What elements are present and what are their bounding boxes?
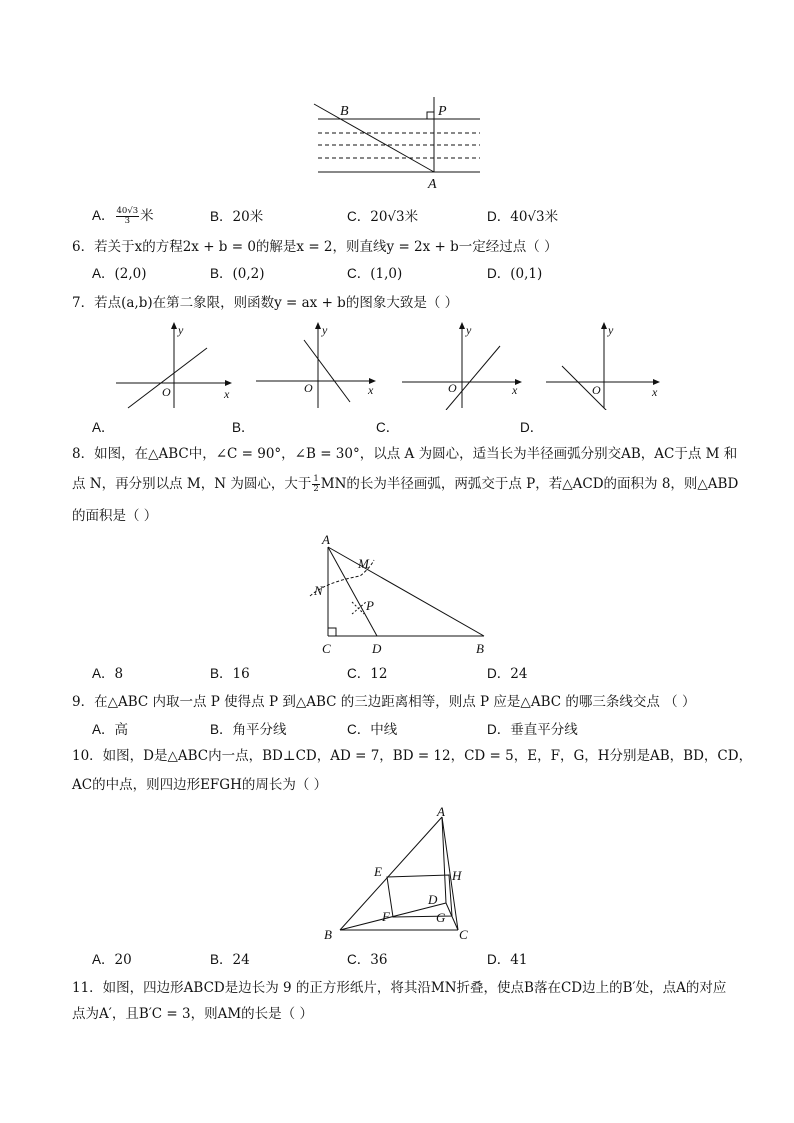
svg-text:D: D (428, 892, 438, 907)
svg-text:A: A (322, 532, 330, 547)
question-9-text: 9．在△ABC 内取一点 P 使得点 P 到△ABC 的三边距离相等，则点 P 应是△ABC 的哪三条线交点 （ ） (72, 694, 696, 710)
svg-text:E: E (374, 864, 382, 879)
svg-text:B: B (476, 641, 484, 656)
q7-option-a[interactable]: A． (92, 420, 115, 435)
question-6-text: 6．若关于x的方程2x + b = 0的解是x = 2，则直线y = 2x + b一定经过点（ ） (72, 239, 558, 255)
question-7-text: 7．若点(a,b)在第二象限，则函数y = ax + b的图象大致是（ ） (72, 295, 459, 311)
svg-text:B: B (324, 927, 332, 942)
q7-option-c[interactable]: C． (376, 420, 400, 435)
svg-text:y: y (608, 323, 614, 337)
q10-figure (318, 800, 478, 945)
q8-option-c[interactable]: C．12 (347, 666, 388, 682)
question-11-line-2: 点为A′，且B′C = 3，则AM的长是（ ） (72, 1006, 313, 1022)
q10-option-b[interactable]: B．24 (210, 952, 250, 968)
question-10-line-2: AC的中点，则四边形EFGH的周长为（ ） (72, 777, 328, 793)
label-P: P (438, 104, 447, 119)
svg-text:C: C (459, 927, 468, 942)
q8-option-d[interactable]: D．24 (487, 666, 528, 682)
svg-text:D: D (372, 641, 382, 656)
svg-text:O: O (592, 383, 601, 397)
q7-option-b[interactable]: B． (232, 420, 255, 435)
svg-text:O: O (162, 385, 171, 399)
q8-option-a[interactable]: A．8 (92, 666, 124, 682)
svg-text:O: O (448, 381, 457, 395)
svg-text:y: y (178, 323, 184, 337)
question-11-line-1: 11．如图，四边形ABCD是边长为 9 的正方形纸片，将其沿MN折叠，使点B落在CD边上的B′处，点A的对应 (72, 980, 727, 996)
svg-text:P: P (366, 598, 374, 613)
q5-option-d[interactable]: D．40√3米 (487, 209, 559, 225)
q6-option-a[interactable]: A．(2,0) (92, 266, 147, 282)
q7-graph-c (398, 320, 528, 410)
fraction: $\frac{40√3}{3}$ (116, 206, 139, 226)
svg-text:G: G (436, 910, 446, 925)
q9-option-b[interactable]: B．角平分线 (210, 722, 287, 738)
q9-option-c[interactable]: C．中线 (347, 722, 398, 738)
q10-option-c[interactable]: C．36 (347, 952, 388, 968)
q7-graph-b (252, 320, 382, 410)
svg-text:y: y (466, 323, 472, 337)
question-8-line-1: 8．如图，在△ABC中，∠C = 90°，∠B = 30°，以点 A 为圆心，适当长为半径画弧分别交AB，AC于点 M 和 (72, 446, 738, 462)
q10-option-d[interactable]: D．41 (487, 952, 528, 968)
svg-text:y: y (322, 323, 328, 337)
q5-option-a[interactable]: A． $\frac{40√3}{3}$ 米 (92, 206, 154, 226)
question-8-line-3: 的面积是（ ） (72, 508, 158, 524)
svg-text:x: x (224, 387, 230, 401)
q7-graph-a (112, 320, 237, 410)
svg-text:x: x (652, 385, 658, 399)
svg-text:O: O (304, 381, 313, 395)
q8-figure (300, 530, 500, 660)
svg-text:F: F (382, 909, 390, 924)
q6-option-c[interactable]: C．(1,0) (347, 266, 403, 282)
q9-option-a[interactable]: A．高 (92, 722, 129, 738)
svg-text:x: x (368, 383, 374, 397)
question-10-line-1: 10．如图，D是△ABC内一点，BD⊥CD，AD = 7，BD = 12，CD = 5，E，F，G，H分别是AB，BD，CD， (72, 748, 753, 764)
q5-figure (300, 92, 490, 192)
question-8-line-2: 点 N，再分别以点 M，N 为圆心，大于 $\frac{1}{2}$ MN的长为半径画弧，两弧交于点 P，若△ACD的面积为 8，则△ABD (72, 474, 739, 494)
q6-option-b[interactable]: B．(0,2) (210, 266, 265, 282)
q9-option-d[interactable]: D．垂直平分线 (487, 722, 578, 738)
q7-option-d[interactable]: D． (520, 420, 544, 435)
label-B: B (340, 104, 349, 119)
svg-text:H: H (452, 868, 462, 883)
svg-text:N: N (314, 583, 323, 598)
q5-option-c[interactable]: C．20√3米 (347, 209, 419, 225)
svg-text:M: M (358, 556, 369, 571)
q6-option-d[interactable]: D．(0,1) (487, 266, 543, 282)
q10-option-a[interactable]: A．20 (92, 952, 132, 968)
q7-graph-d (542, 320, 667, 410)
q8-option-b[interactable]: B．16 (210, 666, 250, 682)
fraction-half: $\frac{1}{2}$ (313, 474, 319, 494)
q5-option-b[interactable]: B．20米 (210, 209, 264, 225)
svg-text:A: A (437, 804, 445, 819)
label-A: A (428, 177, 437, 192)
svg-text:x: x (512, 383, 518, 397)
svg-text:C: C (322, 641, 331, 656)
